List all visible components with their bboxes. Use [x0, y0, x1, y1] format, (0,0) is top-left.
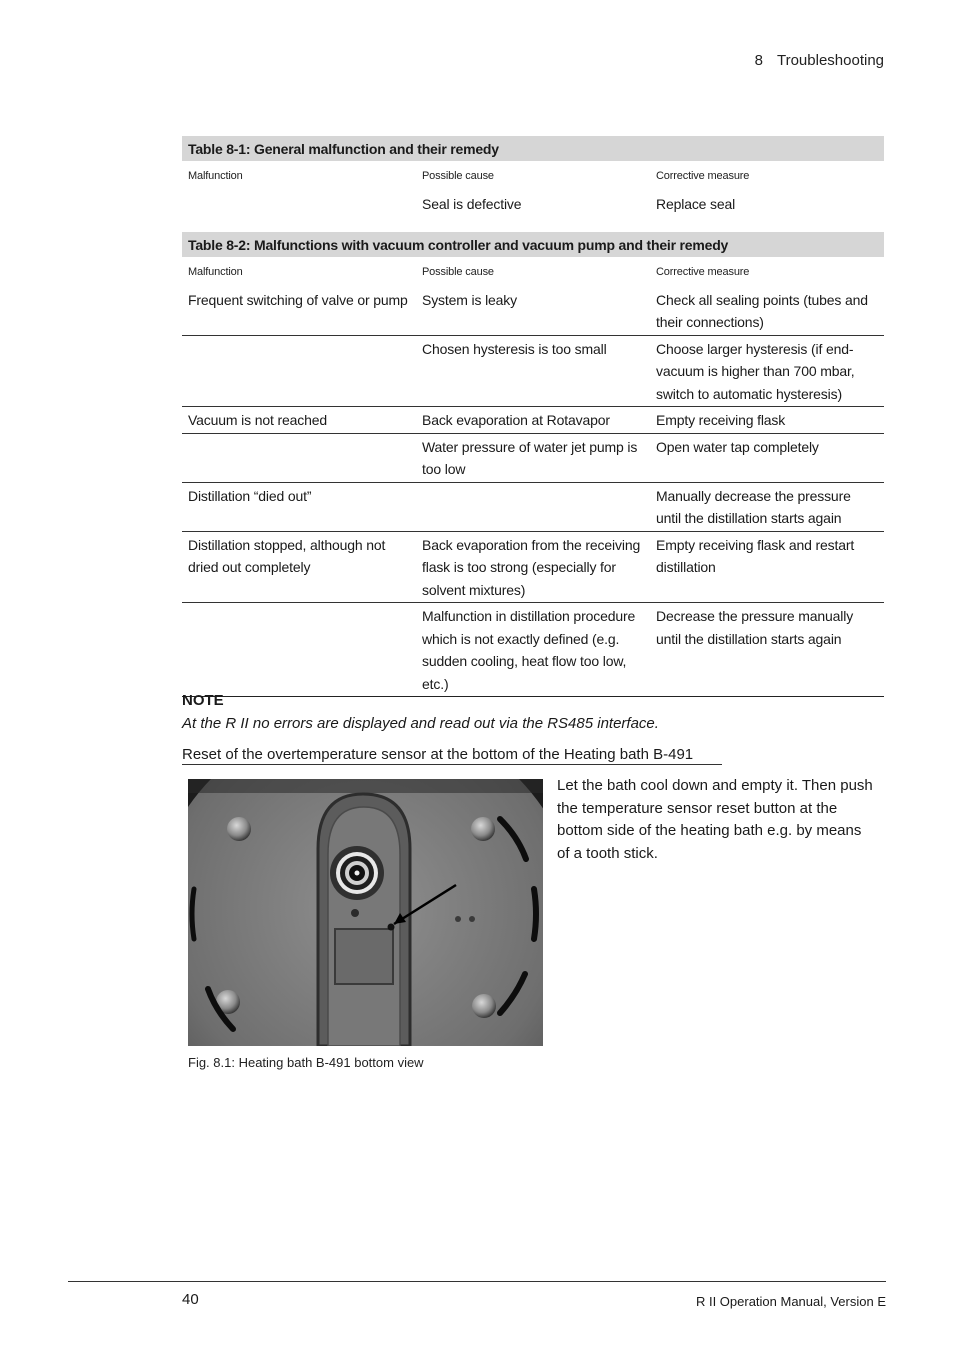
table2-header-row: [182, 257, 884, 287]
table2-title: Table 8-2: Malfunctions with vacuum controller and vacuum pump and their remedy: [182, 232, 884, 257]
cell-measure: Empty receiving flask and restart distillation: [650, 531, 884, 603]
cell-measure: Manually decrease the pressure until the distillation starts again: [650, 482, 884, 531]
cell-measure: Choose larger hysteresis (if end-vacuum is higher than 700 mbar, switch to automatic hysteresis): [650, 335, 884, 407]
table-row: [182, 407, 884, 434]
section-heading: Reset of the overtemperature sensor at the bottom of the Heating bath B-491: [182, 746, 722, 765]
col-header-malfunction: Malfunction: [188, 170, 243, 182]
col-header-malfunction: Malfunction: [188, 266, 243, 278]
cell-measure: Decrease the pressure manually until the distillation starts again: [650, 603, 884, 697]
table-row: [182, 335, 884, 407]
cell-measure: Open water tap completely: [650, 433, 884, 482]
table-row: [182, 603, 884, 697]
cell-malfunction: [182, 603, 416, 697]
table-row: [182, 531, 884, 603]
table-row: [182, 287, 884, 336]
table1-title: Table 8-1: General malfunction and their remedy: [182, 136, 884, 161]
cell-cause: Seal is defective: [422, 195, 522, 212]
cell-cause: [416, 482, 650, 531]
manual-version: R II Operation Manual, Version E: [695, 1294, 886, 1309]
note-text: At the R II no errors are displayed and read out via the RS485 interface.: [182, 715, 659, 732]
table-general-malfunction: [182, 136, 884, 216]
table-row: [182, 191, 884, 217]
table-row: [182, 482, 884, 531]
heating-bath-bottom-photo: [188, 779, 543, 1046]
cell-malfunction: Frequent switching of valve or pump: [182, 287, 416, 336]
cell-malfunction: Vacuum is not reached: [182, 407, 416, 434]
chapter-title: Troubleshooting: [776, 52, 884, 69]
cell-measure: Check all sealing points (tubes and their connections): [650, 287, 884, 336]
col-header-measure: Corrective measure: [656, 170, 750, 182]
page-number: 40: [182, 1291, 199, 1308]
cell-measure: Empty receiving flask: [650, 407, 884, 434]
col-header-measure: Corrective measure: [656, 266, 750, 278]
cell-cause: Chosen hysteresis is too small: [416, 335, 650, 407]
cell-cause: Back evaporation from the receiving flask is too strong (especially for solvent mixtures): [416, 531, 650, 603]
page-header: [755, 52, 884, 69]
cell-malfunction: [182, 335, 416, 407]
cell-malfunction: Distillation “died out”: [182, 482, 416, 531]
cell-cause: Water pressure of water jet pump is too low: [416, 433, 650, 482]
cell-cause: System is leaky: [416, 287, 650, 336]
note-heading: NOTE: [182, 692, 224, 709]
table-vacuum-malfunctions: [182, 232, 884, 697]
footer-divider: [68, 1281, 886, 1282]
figure-caption: Fig. 8.1: Heating bath B-491 bottom view: [188, 1055, 424, 1070]
cell-malfunction: Distillation stopped, although not dried out completely: [182, 531, 416, 603]
table-row: [182, 433, 884, 482]
cell-cause: Malfunction in distillation procedure which is not exactly defined (e.g. sudden cooling, heat flow too low, etc.): [416, 603, 650, 697]
col-header-cause: Possible cause: [422, 266, 494, 278]
cell-malfunction: [182, 433, 416, 482]
cell-measure: Replace seal: [656, 195, 736, 212]
table1-header-row: [182, 161, 884, 191]
instruction-text: Let the bath cool down and empty it. Then push the temperature sensor reset button at the bottom side of the heating bath e.g. by means of a tooth stick.: [557, 777, 873, 862]
cell-cause: Back evaporation at Rotavapor: [416, 407, 650, 434]
chapter-number: 8: [754, 52, 763, 69]
cell-malfunction: [182, 191, 416, 217]
col-header-cause: Possible cause: [422, 170, 494, 182]
